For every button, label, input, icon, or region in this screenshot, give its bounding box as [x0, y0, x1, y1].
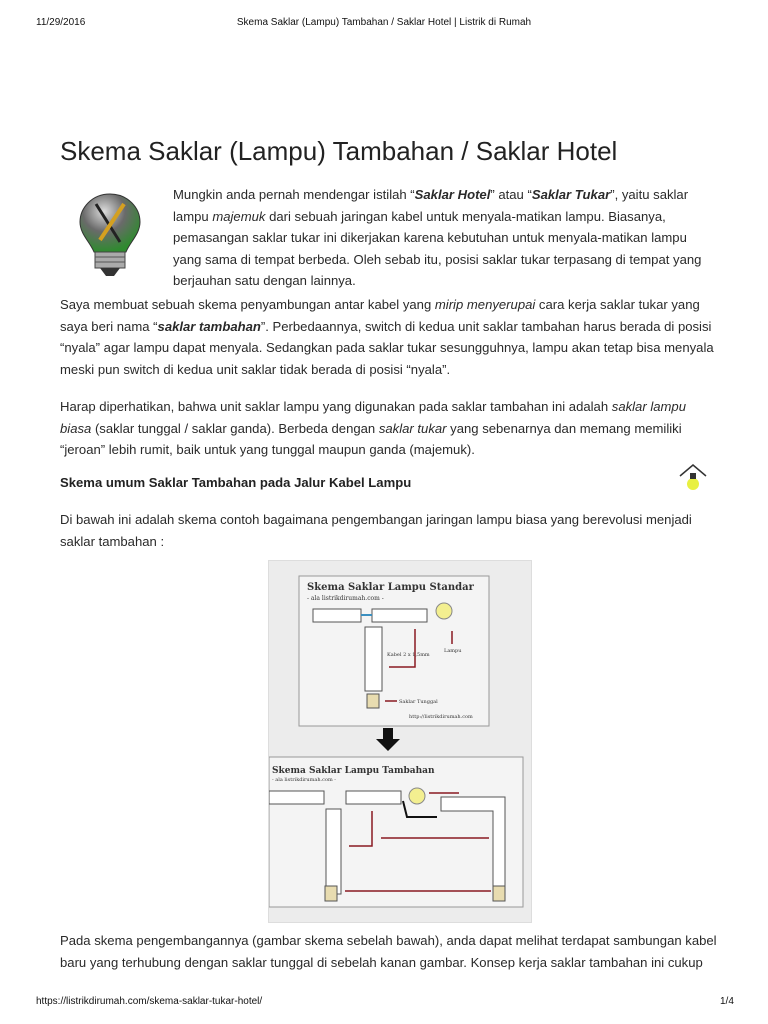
text: (saklar tunggal / saklar ganda). Berbeda dengan: [91, 420, 379, 436]
text: Harap diperhatikan, bahwa unit saklar lampu yang digunakan pada saklar tambahan ini adalah: [60, 399, 612, 414]
emphasis: Saklar Hotel: [414, 187, 491, 202]
text: yang sebenarnya dan memang memiliki “jeroan” lebih rumit, baik untuk yang tunggal maupun ganda (majemuk).: [60, 420, 682, 458]
paragraph-5: Pada skema pengembangannya (gambar skema sebelah bawah), anda dapat melihat terdapat sambungan kabel baru yang terhubung dengan saklar tunggal di sebelah kanan gambar. Konsep kerja saklar tambahan ini cukup: [60, 933, 717, 970]
print-header-title: Skema Saklar (Lampu) Tambahan / Saklar Hotel | Listrik di Rumah: [236, 17, 532, 28]
diagram-lamp-label: Lampu: [444, 648, 462, 654]
diagram-url: http://listrikdirumah.com: [409, 714, 473, 720]
diagram-switch-label: Saklar Tunggal: [399, 699, 438, 705]
page-number: 1/4: [720, 996, 734, 1007]
down-arrow-icon: [376, 728, 400, 751]
emphasis: mirip menyerupai: [434, 297, 536, 312]
emphasis: saklar lampu biasa: [60, 399, 686, 436]
paragraph-2: [60, 294, 720, 380]
print-date: 11/29/2016: [36, 17, 86, 28]
text: ” atau “: [490, 187, 532, 202]
intro-paragraph: [173, 184, 713, 292]
page-title: Skema Saklar (Lampu) Tambahan / Saklar Hotel: [60, 136, 618, 166]
emphasis: saklar tambahan: [157, 318, 261, 334]
text: ”. Perbedaannya, switch di kedua unit saklar tambahan harus berada di posisi “nyala” agar lampu dapat menyala. Sedangkan pada saklar tukar sesungguhnya, lampu akan tetap bisa menyala meski pun switch di kedua unit saklar tidak berada di posisi “nyala”.: [60, 318, 714, 377]
lightbulb-tools-logo: [78, 192, 142, 280]
section-heading: Skema umum Saklar Tambahan pada Jalur Kabel Lampu: [60, 475, 412, 490]
text: Saya membuat sebuah skema penyambungan antar kabel yang: [60, 297, 435, 312]
house-lamp-icon: [678, 462, 708, 492]
diagram-top-title: Skema Saklar Lampu Standar: [307, 582, 474, 593]
diagram-cable-label: Kabel 2 x 1,5mm: [387, 652, 430, 658]
emphasis: saklar tukar: [378, 420, 447, 436]
emphasis: majemuk: [212, 208, 266, 224]
text: cara kerja saklar tukar yang saya beri nama “: [60, 297, 700, 334]
emphasis: Saklar Tukar: [531, 187, 611, 202]
paragraph-4: Di bawah ini adalah skema contoh bagaimana pengembangan jaringan lampu biasa yang berevolusi menjadi saklar tambahan :: [60, 512, 692, 549]
text: Mungkin anda pernah mendengar istilah “: [173, 187, 415, 202]
diagram-top-subtitle: - ala listrikdirumah.com -: [307, 595, 384, 602]
paragraph-3: [60, 396, 720, 461]
text: ”, yaitu saklar lampu: [173, 187, 689, 224]
wiring-diagram-image: [268, 560, 532, 923]
text: dari sebuah jaringan kabel untuk menyala-matikan lampu. Biasanya, pemasangan saklar tukar ini dikerjakan karena kebutuhan untuk menyala-matikan lampu yang sama di tempat berbeda. Oleh sebab itu, posisi saklar tukar terpasang di tempat yang berjauhan satu dengan lainnya.: [173, 208, 702, 289]
diagram-bottom-title: Skema Saklar Lampu Tambahan: [272, 766, 435, 776]
diagram-bottom-subtitle: - ala listrikdirumah.com -: [272, 777, 336, 783]
footer-url[interactable]: https://listrikdirumah.com/skema-saklar-tukar-hotel/: [36, 996, 263, 1007]
